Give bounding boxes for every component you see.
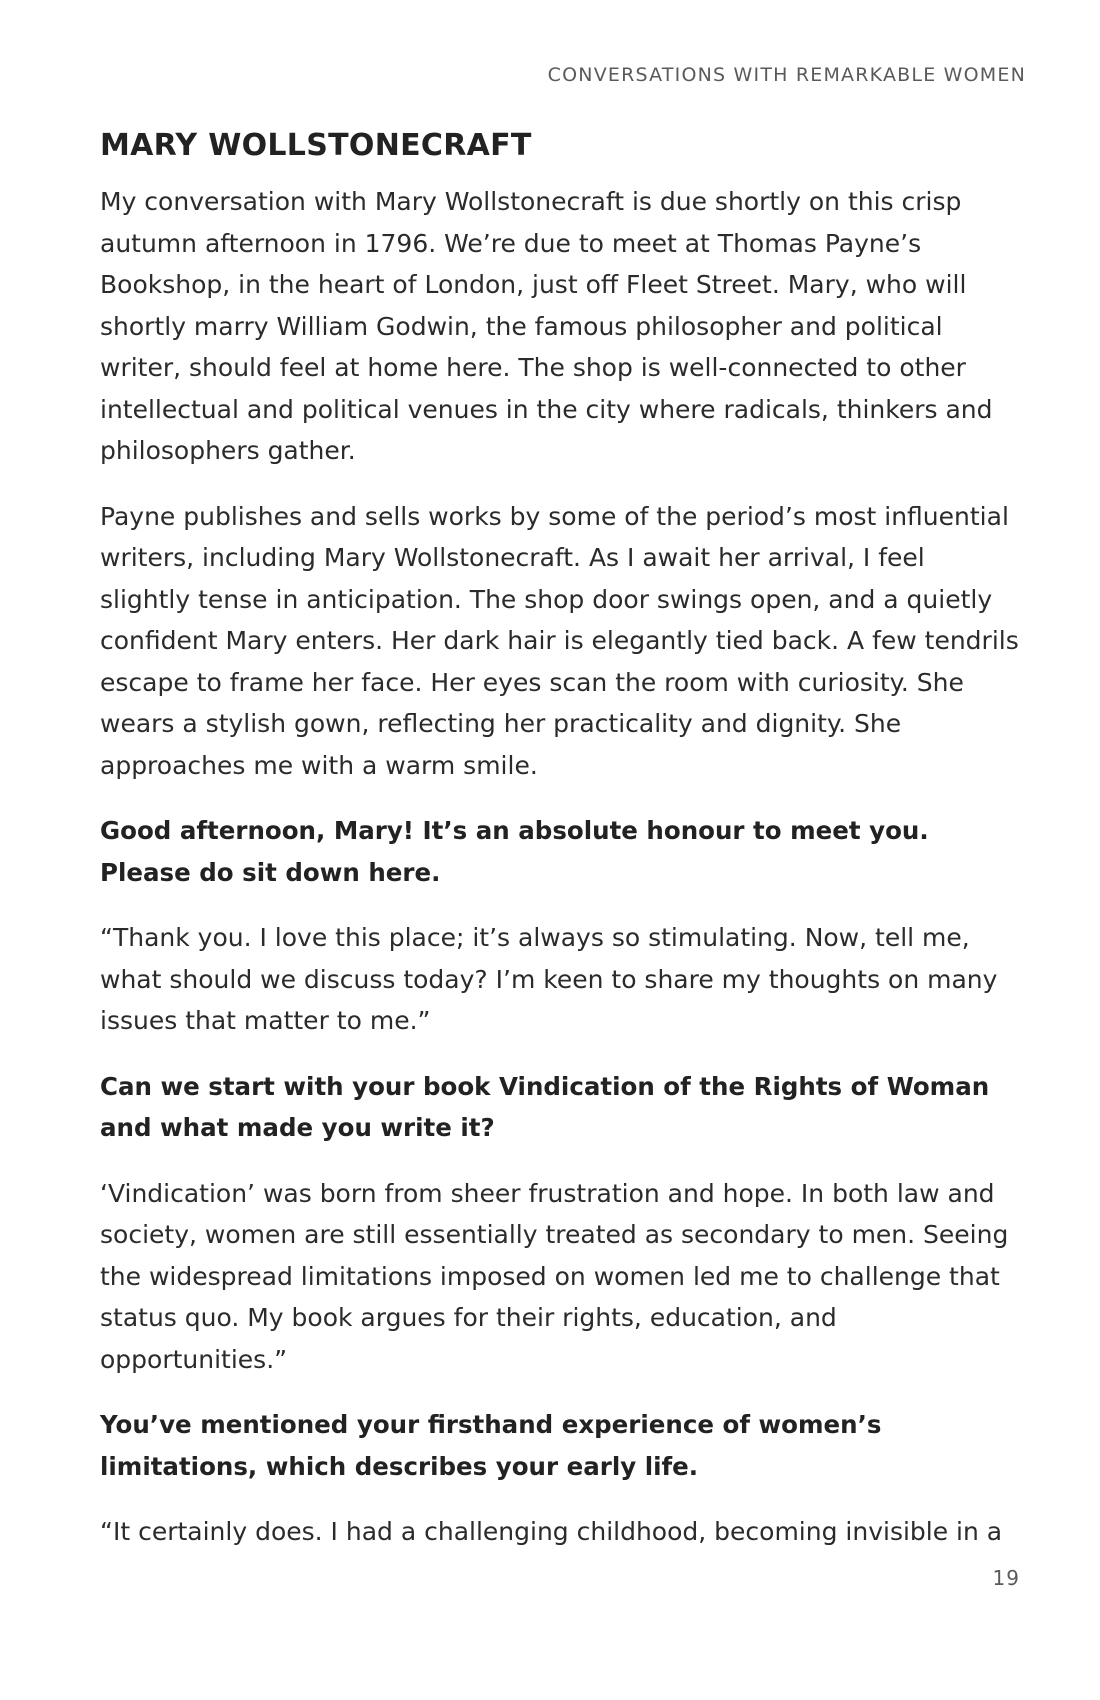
running-header: CONVERSATIONS WITH REMARKABLE WOMEN xyxy=(547,64,1026,86)
interview-question: Can we start with your book Vindication of the Rights of Woman and what made you write it? xyxy=(100,1071,990,1142)
interview-answer: ‘Vindication’ was born from sheer frustration and hope. In both law and society, women are still essentially treated as secondary to men. Seeing the widespread limitations imposed on women led me to challenge that status quo. My book argues for their rights, education, and opportunities.” xyxy=(100,1178,1009,1374)
page-content xyxy=(100,128,1020,1577)
interview-answer: “It certainly does. I had a challenging childhood, becoming invisible in a xyxy=(100,1517,1003,1546)
interview-answer: “Thank you. I love this place; it’s always so stimulating. Now, tell me, what should we discuss today? I’m keen to share my thoughts on many issues that matter to me.” xyxy=(100,923,998,1035)
interview-question: Good afternoon, Mary! It’s an absolute honour to meet you. Please do sit down here. xyxy=(100,816,929,887)
page-number: 19 xyxy=(992,1566,1020,1590)
body-paragraph: My conversation with Mary Wollstonecraft is due shortly on this crisp autumn afternoon in 1796. We’re due to meet at Thomas Payne’s Bookshop, in the heart of London, just off Fleet Street. Mary, who will shortly marry William Godwin, the famous philosopher and political writer, should feel at home here. The shop is well-connected to other intellectual and political venues in the city where radicals, thinkers and philosophers gather. xyxy=(100,187,993,465)
chapter-title: MARY WOLLSTONECRAFT xyxy=(100,128,532,163)
interview-question: You’ve mentioned your firsthand experience of women’s limitations, which describes your early life. xyxy=(100,1410,882,1481)
body-paragraph: Payne publishes and sells works by some of the period’s most influential writers, including Mary Wollstonecraft. As I await her arrival, I feel slightly tense in anticipation. The shop door swings open, and a quietly confident Mary enters. Her dark hair is elegantly tied back. A few tendrils escape to frame her face. Her eyes scan the room with curiosity. She wears a stylish gown, reflecting her practicality and dignity. She approaches me with a warm smile. xyxy=(100,501,1019,780)
